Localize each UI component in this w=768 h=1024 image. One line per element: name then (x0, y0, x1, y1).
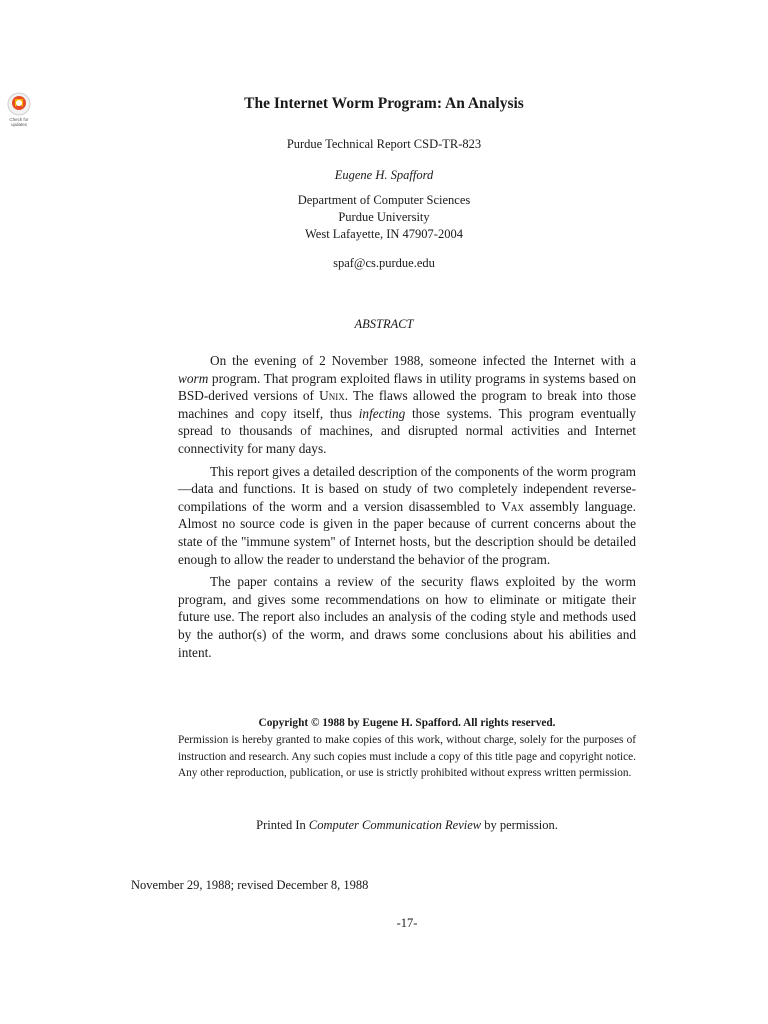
printed-in-note: Printed In Computer Communication Review by permission. (256, 818, 558, 832)
copyright-text: Permission is hereby granted to make copies of this work, without charge, solely for the purposes of instruction and research. Any such copies must include a copy of this title page and copyright notice. Any other reproduction, publication, or use is strictly prohibited without express written permission. (178, 733, 636, 780)
author-name: Eugene H. Spafford (334, 168, 434, 182)
revision-date: November 29, 1988; revised December 8, 1988 (131, 878, 369, 892)
affiliation-university: Purdue University (338, 210, 430, 224)
badge-label: Check for updates (9, 117, 29, 127)
abstract-heading: ABSTRACT (354, 317, 414, 331)
page-number: -17- (396, 916, 418, 930)
affiliation (0, 192, 768, 243)
abstract-paragraph-3: The paper contains a review of the security flaws exploited by the worm program, and gives some recommendations on how to eliminate or mitigate their future use. The report also includes an analysis of the coding style and methods used by the author(s) of the worm, and draws some conclusions about his abilities and intent. (178, 574, 636, 660)
report-number: Purdue Technical Report CSD-TR-823 (286, 137, 482, 151)
copyright-heading: Copyright © 1988 by Eugene H. Spafford. All rights reserved. (258, 717, 556, 729)
affiliation-address: West Lafayette, IN 47907-2004 (305, 227, 463, 241)
author-email[interactable]: spaf@cs.purdue.edu (333, 256, 435, 270)
abstract-body (178, 352, 636, 666)
abstract-paragraph-2: This report gives a detailed description of the components of the worm program—data and functions. It is based on study of two completely independent reverse-compilations of the worm and a version disassembled to Vax assembly language. Almost no source code is given in the paper because of current concerns about the state of the ''immune system'' of Internet hosts, but the description should be detailed enough to allow the reader to understand the behavior of the program. (178, 463, 636, 567)
paper-title: The Internet Worm Program: An Analysis (244, 95, 524, 112)
affiliation-department: Department of Computer Sciences (297, 193, 471, 207)
abstract-paragraph-1: On the evening of 2 November 1988, someone infected the Internet with a worm program. That program exploited flaws in utility programs in systems based on BSD-derived versions of Unix. The flaws allowed the program to break into those machines and copy itself, thus infecting those systems. This program eventually spread to thousands of machines, and disrupted normal activities and Internet connectivity for many days. (178, 353, 636, 456)
copyright-notice (178, 715, 636, 782)
